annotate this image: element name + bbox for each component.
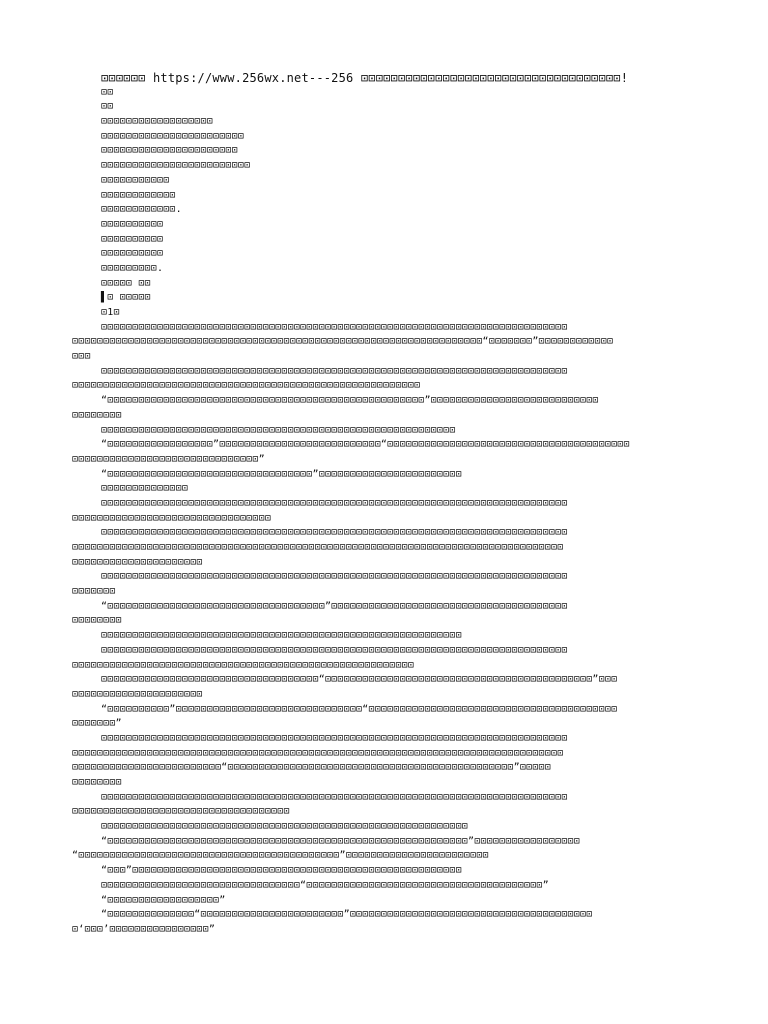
text-line: ⊡⊡⊡⊡⊡⊡⊡⊡⊡⊡ [101,233,164,245]
text-line: ⊡⊡⊡⊡⊡⊡⊡⊡⊡⊡⊡⊡⊡⊡⊡⊡⊡⊡⊡⊡⊡⊡⊡⊡⊡⊡⊡⊡⊡⊡⊡⊡⊡⊡⊡⊡⊡⊡⊡⊡⊡⊡⊡⊡⊡⊡⊡⊡⊡⊡⊡⊡⊡⊡⊡⊡⊡⊡⊡⊡⊡⊡⊡⊡⊡⊡⊡⊡⊡⊡⊡⊡⊡⊡⊡ [101,365,568,377]
text-line: ⊡⊡⊡⊡⊡⊡⊡⊡⊡⊡⊡⊡⊡⊡⊡⊡⊡⊡⊡⊡⊡⊡⊡⊡⊡⊡⊡⊡⊡⊡⊡⊡⊡⊡⊡⊡⊡⊡⊡⊡⊡⊡⊡⊡⊡⊡⊡⊡⊡⊡⊡⊡⊡⊡⊡⊡⊡⊡⊡⊡⊡⊡⊡⊡⊡⊡⊡⊡⊡⊡⊡⊡⊡⊡⊡ [101,527,568,539]
text-line: ⊡⊡⊡⊡⊡⊡⊡⊡⊡⊡⊡⊡⊡⊡⊡⊡⊡⊡⊡⊡⊡⊡⊡⊡“⊡⊡⊡⊡⊡⊡⊡⊡⊡⊡⊡⊡⊡⊡⊡⊡⊡⊡⊡⊡⊡⊡⊡⊡⊡⊡⊡⊡⊡⊡⊡⊡⊡⊡⊡⊡⊡⊡⊡⊡⊡⊡⊡⊡⊡⊡”⊡⊡⊡⊡⊡ [72,762,551,774]
text-line: “⊡⊡⊡⊡⊡⊡⊡⊡⊡⊡⊡⊡⊡⊡⊡⊡⊡⊡⊡⊡⊡⊡⊡⊡⊡⊡⊡⊡⊡⊡⊡⊡⊡⊡⊡”⊡⊡⊡⊡⊡⊡⊡⊡⊡⊡⊡⊡⊡⊡⊡⊡⊡⊡⊡⊡⊡⊡⊡⊡⊡⊡⊡⊡⊡⊡⊡⊡⊡⊡⊡⊡⊡⊡ [101,600,568,612]
text-line: ⊡⊡⊡⊡⊡⊡⊡ [72,586,116,598]
text-line: ⊡⊡⊡⊡⊡⊡⊡⊡⊡⊡⊡⊡⊡⊡⊡⊡⊡⊡⊡⊡⊡ [72,688,203,700]
text-line: ⊡⊡⊡⊡⊡⊡⊡⊡⊡⊡⊡⊡⊡⊡⊡⊡⊡⊡⊡⊡⊡⊡⊡⊡ [101,160,251,172]
text-line: ⊡1⊡ [101,307,120,318]
text-line: ⊡⊡⊡⊡⊡⊡⊡⊡⊡⊡⊡⊡⊡⊡⊡⊡⊡⊡ [101,116,213,128]
text-line: ⊡⊡⊡⊡⊡⊡⊡” [72,718,122,730]
text-line: ⊡⊡⊡⊡⊡⊡⊡⊡⊡⊡⊡⊡⊡⊡ [101,483,189,495]
text-line: ⊡⊡⊡⊡⊡⊡⊡⊡⊡⊡⊡⊡⊡⊡⊡⊡⊡⊡⊡⊡⊡⊡⊡⊡⊡⊡⊡⊡⊡⊡⊡⊡⊡⊡⊡“⊡⊡⊡⊡⊡⊡⊡⊡⊡⊡⊡⊡⊡⊡⊡⊡⊡⊡⊡⊡⊡⊡⊡⊡⊡⊡⊡⊡⊡⊡⊡⊡⊡⊡⊡⊡⊡⊡⊡⊡⊡⊡⊡”⊡⊡⊡ [101,674,618,686]
text-line: ⊡⊡⊡⊡⊡⊡⊡⊡⊡⊡⊡⊡⊡⊡⊡⊡⊡⊡⊡⊡⊡⊡⊡⊡⊡⊡⊡⊡⊡⊡⊡⊡⊡⊡⊡⊡⊡⊡⊡⊡⊡⊡⊡⊡⊡⊡⊡⊡⊡⊡⊡⊡⊡⊡⊡⊡⊡⊡⊡⊡⊡⊡⊡⊡⊡⊡⊡⊡⊡⊡⊡⊡⊡⊡⊡ [101,644,568,656]
text-line: ⊡⊡⊡⊡⊡⊡⊡⊡⊡⊡ [101,248,164,260]
text-line: ⊡⊡⊡⊡⊡⊡⊡⊡⊡⊡⊡⊡⊡⊡⊡⊡⊡⊡⊡⊡⊡⊡⊡⊡⊡⊡⊡⊡⊡⊡⊡⊡⊡⊡⊡⊡⊡⊡⊡⊡⊡⊡⊡⊡⊡⊡⊡⊡⊡⊡⊡⊡⊡⊡⊡⊡⊡⊡⊡⊡⊡⊡⊡⊡⊡⊡⊡⊡⊡⊡⊡⊡⊡⊡⊡ [101,497,568,509]
text-line: ⊡⊡⊡⊡⊡⊡⊡⊡⊡⊡⊡⊡⊡⊡⊡⊡⊡⊡⊡⊡⊡⊡⊡⊡⊡⊡⊡⊡⊡⊡⊡⊡⊡⊡⊡⊡⊡⊡⊡⊡⊡⊡⊡⊡⊡⊡⊡⊡⊡⊡⊡⊡⊡⊡⊡ [72,659,415,671]
text-line: “⊡⊡⊡⊡⊡⊡⊡⊡⊡⊡⊡⊡⊡⊡⊡⊡⊡”⊡⊡⊡⊡⊡⊡⊡⊡⊡⊡⊡⊡⊡⊡⊡⊡⊡⊡⊡⊡⊡⊡⊡⊡⊡⊡“⊡⊡⊡⊡⊡⊡⊡⊡⊡⊡⊡⊡⊡⊡⊡⊡⊡⊡⊡⊡⊡⊡⊡⊡⊡⊡⊡⊡⊡⊡⊡⊡⊡⊡⊡⊡⊡⊡⊡ [101,439,630,451]
document-body [0,71,768,938]
text-line: “⊡⊡⊡⊡⊡⊡⊡⊡⊡⊡⊡⊡⊡⊡⊡⊡⊡⊡⊡⊡⊡⊡⊡⊡⊡⊡⊡⊡⊡⊡⊡⊡⊡”⊡⊡⊡⊡⊡⊡⊡⊡⊡⊡⊡⊡⊡⊡⊡⊡⊡⊡⊡⊡⊡⊡⊡ [101,468,462,480]
text-line: ⊡⊡ [101,101,114,113]
text-line: ⊡⊡⊡⊡⊡⊡⊡⊡⊡⊡⊡⊡⊡⊡⊡⊡⊡⊡⊡⊡⊡⊡⊡⊡⊡⊡⊡⊡⊡⊡⊡⊡⊡⊡⊡⊡⊡⊡⊡⊡⊡⊡⊡⊡⊡⊡⊡⊡⊡⊡⊡⊡⊡⊡⊡⊡⊡⊡⊡⊡⊡⊡⊡⊡⊡⊡⊡⊡⊡⊡⊡⊡⊡⊡⊡ [101,321,568,333]
text-line: ⊡⊡⊡⊡⊡⊡⊡⊡⊡⊡⊡⊡⊡⊡⊡⊡⊡⊡⊡⊡⊡⊡⊡⊡⊡⊡⊡⊡⊡⊡⊡⊡⊡⊡⊡⊡⊡⊡⊡⊡⊡⊡⊡⊡⊡⊡⊡⊡⊡⊡⊡⊡⊡⊡⊡⊡⊡⊡⊡ [101,821,469,833]
source-url-line: ⊡⊡⊡⊡⊡⊡ https://www.256wx.net---256 ⊡⊡⊡⊡⊡⊡⊡⊡⊡⊡⊡⊡⊡⊡⊡⊡⊡⊡⊡⊡⊡⊡⊡⊡⊡⊡⊡⊡⊡⊡⊡⊡⊡⊡⊡! [101,71,629,85]
text-line: ⊡⊡⊡⊡⊡⊡⊡⊡⊡⊡⊡⊡⊡⊡⊡⊡⊡⊡⊡⊡⊡⊡ [101,145,238,157]
text-line: ⊡⊡⊡⊡⊡⊡⊡⊡⊡⊡⊡⊡⊡⊡⊡⊡⊡⊡⊡⊡⊡⊡⊡⊡⊡⊡⊡⊡⊡⊡⊡⊡⊡⊡⊡⊡⊡⊡⊡⊡⊡⊡⊡⊡⊡⊡⊡⊡⊡⊡⊡⊡⊡⊡⊡⊡⊡⊡⊡⊡⊡⊡⊡⊡⊡⊡⊡⊡⊡⊡⊡⊡⊡⊡⊡ [101,732,568,744]
text-line: ⊡⊡⊡⊡⊡⊡⊡⊡ [72,409,122,421]
text-line: ⊡⊡⊡ [72,351,91,363]
text-line: ⊡⊡⊡⊡⊡⊡⊡⊡⊡⊡⊡⊡⊡⊡⊡⊡⊡⊡⊡⊡⊡⊡⊡⊡⊡⊡⊡⊡⊡⊡⊡⊡⊡⊡⊡⊡⊡⊡⊡⊡⊡⊡⊡⊡⊡⊡⊡⊡⊡⊡⊡⊡⊡⊡⊡⊡⊡ [101,424,456,436]
text-line: ⊡⊡⊡⊡⊡⊡⊡⊡⊡⊡⊡⊡⊡⊡⊡⊡⊡⊡⊡⊡⊡⊡⊡⊡⊡⊡⊡⊡⊡⊡⊡⊡⊡⊡⊡⊡⊡⊡⊡⊡⊡⊡⊡⊡⊡⊡⊡⊡⊡⊡⊡⊡⊡⊡⊡⊡⊡⊡⊡⊡⊡⊡⊡⊡⊡⊡“⊡⊡⊡⊡⊡⊡⊡”⊡⊡⊡⊡⊡⊡⊡⊡⊡⊡⊡⊡ [72,336,614,348]
text-line: ⊡⊡⊡⊡⊡⊡⊡⊡⊡⊡⊡⊡⊡⊡⊡⊡⊡⊡⊡⊡⊡⊡⊡⊡⊡⊡⊡⊡⊡⊡⊡⊡“⊡⊡⊡⊡⊡⊡⊡⊡⊡⊡⊡⊡⊡⊡⊡⊡⊡⊡⊡⊡⊡⊡⊡⊡⊡⊡⊡⊡⊡⊡⊡⊡⊡⊡⊡⊡⊡⊡” [101,879,549,891]
text-line: ⊡⊡ [101,86,114,98]
text-line: “⊡⊡⊡⊡⊡⊡⊡⊡⊡⊡⊡⊡⊡⊡“⊡⊡⊡⊡⊡⊡⊡⊡⊡⊡⊡⊡⊡⊡⊡⊡⊡⊡⊡⊡⊡⊡⊡”⊡⊡⊡⊡⊡⊡⊡⊡⊡⊡⊡⊡⊡⊡⊡⊡⊡⊡⊡⊡⊡⊡⊡⊡⊡⊡⊡⊡⊡⊡⊡⊡⊡⊡⊡⊡⊡⊡⊡ [101,909,593,921]
text-line: ⊡⊡⊡⊡⊡⊡⊡⊡⊡⊡⊡⊡⊡⊡⊡⊡⊡⊡⊡⊡⊡⊡⊡ [101,130,245,142]
text-line: ⊡⊡⊡⊡⊡⊡⊡⊡⊡⊡⊡ [101,174,170,186]
text-line: ⊡⊡⊡⊡⊡⊡⊡⊡ [72,777,122,788]
text-line: ⊡⊡⊡⊡⊡⊡⊡⊡⊡⊡⊡⊡⊡⊡⊡⊡⊡⊡⊡⊡⊡⊡⊡⊡⊡⊡⊡⊡⊡⊡⊡⊡⊡⊡⊡⊡⊡⊡⊡⊡⊡⊡⊡⊡⊡⊡⊡⊡⊡⊡⊡⊡⊡⊡⊡⊡⊡⊡ [101,630,462,642]
text-line: ⊡⊡⊡⊡⊡⊡⊡⊡⊡⊡⊡⊡⊡⊡⊡⊡⊡⊡⊡⊡⊡ [72,556,203,568]
text-line: ⊡⊡⊡⊡⊡ ⊡⊡ [101,277,151,289]
text-line: ⊡‘⊡⊡⊡’⊡⊡⊡⊡⊡⊡⊡⊡⊡⊡⊡⊡⊡⊡⊡⊡” [72,923,216,935]
text-line: ⊡⊡⊡⊡⊡⊡⊡⊡⊡⊡ [101,218,164,230]
text-line: “⊡⊡⊡⊡⊡⊡⊡⊡⊡⊡⊡⊡⊡⊡⊡⊡⊡⊡⊡⊡⊡⊡⊡⊡⊡⊡⊡⊡⊡⊡⊡⊡⊡⊡⊡⊡⊡⊡⊡⊡⊡⊡”⊡⊡⊡⊡⊡⊡⊡⊡⊡⊡⊡⊡⊡⊡⊡⊡⊡⊡⊡⊡⊡⊡⊡ [72,850,489,862]
text-line: “⊡⊡⊡⊡⊡⊡⊡⊡⊡⊡⊡⊡⊡⊡⊡⊡⊡⊡” [101,894,226,906]
text-line: ⊡⊡⊡⊡⊡⊡⊡⊡ [72,615,122,627]
text-line: ⊡⊡⊡⊡⊡⊡⊡⊡⊡⊡⊡⊡⊡⊡⊡⊡⊡⊡⊡⊡⊡⊡⊡⊡⊡⊡⊡⊡⊡⊡⊡⊡⊡⊡⊡⊡⊡⊡⊡⊡⊡⊡⊡⊡⊡⊡⊡⊡⊡⊡⊡⊡⊡⊡⊡⊡⊡⊡⊡⊡⊡⊡⊡⊡⊡⊡⊡⊡⊡⊡⊡⊡⊡⊡⊡⊡⊡⊡⊡ [72,542,564,553]
text-line: ⊡⊡⊡⊡⊡⊡⊡⊡⊡. [101,262,164,274]
text-line: “⊡⊡⊡⊡⊡⊡⊡⊡⊡⊡⊡⊡⊡⊡⊡⊡⊡⊡⊡⊡⊡⊡⊡⊡⊡⊡⊡⊡⊡⊡⊡⊡⊡⊡⊡⊡⊡⊡⊡⊡⊡⊡⊡⊡⊡⊡⊡⊡⊡⊡⊡”⊡⊡⊡⊡⊡⊡⊡⊡⊡⊡⊡⊡⊡⊡⊡⊡⊡⊡⊡⊡⊡⊡⊡⊡⊡⊡⊡ [101,395,599,407]
text-line: “⊡⊡⊡⊡⊡⊡⊡⊡⊡⊡⊡⊡⊡⊡⊡⊡⊡⊡⊡⊡⊡⊡⊡⊡⊡⊡⊡⊡⊡⊡⊡⊡⊡⊡⊡⊡⊡⊡⊡⊡⊡⊡⊡⊡⊡⊡⊡⊡⊡⊡⊡⊡⊡⊡⊡⊡⊡⊡”⊡⊡⊡⊡⊡⊡⊡⊡⊡⊡⊡⊡⊡⊡⊡⊡⊡ [101,835,580,847]
text-line: ⊡⊡⊡⊡⊡⊡⊡⊡⊡⊡⊡⊡⊡⊡⊡⊡⊡⊡⊡⊡⊡⊡⊡⊡⊡⊡⊡⊡⊡⊡⊡⊡⊡⊡⊡⊡⊡⊡⊡⊡⊡⊡⊡⊡⊡⊡⊡⊡⊡⊡⊡⊡⊡⊡⊡⊡⊡⊡⊡⊡⊡⊡⊡⊡⊡⊡⊡⊡⊡⊡⊡⊡⊡⊡⊡⊡⊡⊡⊡ [72,747,564,759]
text-line: “⊡⊡⊡⊡⊡⊡⊡⊡⊡⊡”⊡⊡⊡⊡⊡⊡⊡⊡⊡⊡⊡⊡⊡⊡⊡⊡⊡⊡⊡⊡⊡⊡⊡⊡⊡⊡⊡⊡⊡⊡“⊡⊡⊡⊡⊡⊡⊡⊡⊡⊡⊡⊡⊡⊡⊡⊡⊡⊡⊡⊡⊡⊡⊡⊡⊡⊡⊡⊡⊡⊡⊡⊡⊡⊡⊡⊡⊡⊡⊡⊡ [101,703,618,715]
text-line: ⊡⊡⊡⊡⊡⊡⊡⊡⊡⊡⊡⊡⊡⊡⊡⊡⊡⊡⊡⊡⊡⊡⊡⊡⊡⊡⊡⊡⊡⊡⊡⊡⊡⊡⊡⊡⊡⊡⊡⊡⊡⊡⊡⊡⊡⊡⊡⊡⊡⊡⊡⊡⊡⊡⊡⊡ [72,380,421,392]
text-line: ⊡⊡⊡⊡⊡⊡⊡⊡⊡⊡⊡⊡⊡⊡⊡⊡⊡⊡⊡⊡⊡⊡⊡⊡⊡⊡⊡⊡⊡⊡⊡⊡⊡⊡⊡⊡⊡⊡⊡⊡⊡⊡⊡⊡⊡⊡⊡⊡⊡⊡⊡⊡⊡⊡⊡⊡⊡⊡⊡⊡⊡⊡⊡⊡⊡⊡⊡⊡⊡⊡⊡⊡⊡⊡⊡ [101,571,568,583]
text-line: ⊡⊡⊡⊡⊡⊡⊡⊡⊡⊡⊡⊡ [101,189,176,201]
text-line: ⊡⊡⊡⊡⊡⊡⊡⊡⊡⊡⊡⊡⊡⊡⊡⊡⊡⊡⊡⊡⊡⊡⊡⊡⊡⊡⊡⊡⊡⊡” [72,453,265,465]
text-line: ⊡⊡⊡⊡⊡⊡⊡⊡⊡⊡⊡⊡⊡⊡⊡⊡⊡⊡⊡⊡⊡⊡⊡⊡⊡⊡⊡⊡⊡⊡⊡⊡⊡⊡⊡⊡⊡⊡⊡⊡⊡⊡⊡⊡⊡⊡⊡⊡⊡⊡⊡⊡⊡⊡⊡⊡⊡⊡⊡⊡⊡⊡⊡⊡⊡⊡⊡⊡⊡⊡⊡⊡⊡⊡⊡ [101,791,568,803]
text-line: “⊡⊡⊡”⊡⊡⊡⊡⊡⊡⊡⊡⊡⊡⊡⊡⊡⊡⊡⊡⊡⊡⊡⊡⊡⊡⊡⊡⊡⊡⊡⊡⊡⊡⊡⊡⊡⊡⊡⊡⊡⊡⊡⊡⊡⊡⊡⊡⊡⊡⊡⊡⊡⊡⊡⊡⊡ [101,865,462,877]
text-line: ⊡⊡⊡⊡⊡⊡⊡⊡⊡⊡⊡⊡⊡⊡⊡⊡⊡⊡⊡⊡⊡⊡⊡⊡⊡⊡⊡⊡⊡⊡⊡⊡⊡⊡⊡ [72,806,290,818]
text-line: ⊡⊡⊡⊡⊡⊡⊡⊡⊡⊡⊡⊡. [101,204,182,216]
text-line: ⊡⊡⊡⊡⊡⊡⊡⊡⊡⊡⊡⊡⊡⊡⊡⊡⊡⊡⊡⊡⊡⊡⊡⊡⊡⊡⊡⊡⊡⊡⊡⊡ [72,512,272,524]
text-line: ▌⊡ ⊡⊡⊡⊡⊡ [101,292,151,304]
